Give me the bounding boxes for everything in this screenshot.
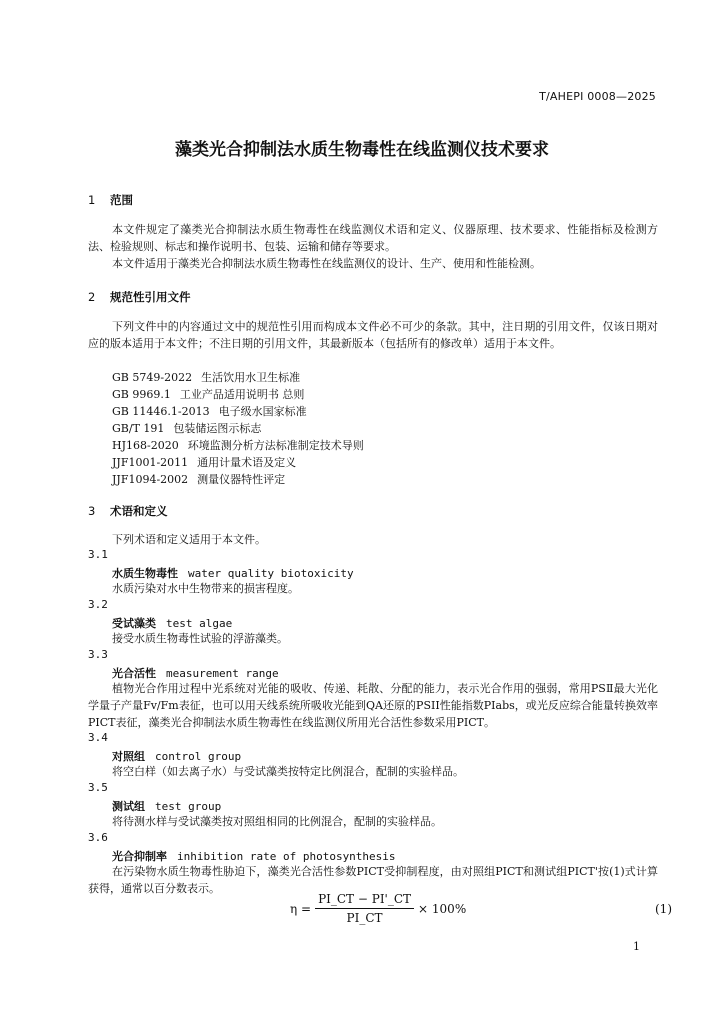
term-heading <box>112 798 221 814</box>
formula-rhs: × 100% <box>418 901 467 916</box>
term-number: 3.3 <box>88 648 108 661</box>
term-zh: 光合抑制率 <box>112 850 167 863</box>
section-title: 范围 <box>110 193 134 207</box>
term-definition: 水质污染对水中生物带来的损害程度。 <box>112 582 299 595</box>
term-zh: 测试组 <box>112 800 145 813</box>
page-number: 1 <box>633 940 640 953</box>
formula-fraction <box>315 892 414 925</box>
section-2-heading <box>88 289 191 305</box>
term-number: 3.2 <box>88 598 108 611</box>
section-1-paragraph-1: 本文件规定了藻类光合抑制法水质生物毒性在线监测仪术语和定义、仪器原理、技术要求、性能指标及检测方法、检验规则、标志和操作说明书、包装、运输和储存等要求。 <box>88 223 658 253</box>
section-number: 3 <box>88 504 96 518</box>
formula-denominator: PI_CT <box>346 911 383 925</box>
reference-item <box>112 471 285 488</box>
term-definition: 在污染物水质生物毒性胁迫下，藻类光合活性参数PICT受抑制程度，由对照组PICT和测试组PICT'按(1)式计算获得，通常以百分数表示。 <box>88 865 658 895</box>
reference-name: 生活饮用水卫生标准 <box>201 371 301 384</box>
reference-name: 测量仪器特性评定 <box>197 473 286 486</box>
reference-name: 工业产品适用说明书 总则 <box>179 388 305 401</box>
term-zh: 光合活性 <box>112 667 156 680</box>
equation-number: (1) <box>655 902 672 916</box>
term-en: measurement range <box>166 667 279 680</box>
term-en: inhibition rate of photosynthesis <box>177 850 396 863</box>
section-title: 术语和定义 <box>110 504 168 518</box>
term-zh: 受试藻类 <box>112 617 156 630</box>
section-number: 2 <box>88 290 96 304</box>
term-en: control group <box>155 750 242 763</box>
term-definition: 接受水质生物毒性试验的浮游藻类。 <box>112 632 288 645</box>
term-heading <box>112 665 279 681</box>
term-number: 3.1 <box>88 548 108 561</box>
reference-code: GB 5749-2022 <box>112 371 193 384</box>
term-number: 3.6 <box>88 831 108 844</box>
section-3-intro: 下列术语和定义适用于本文件。 <box>112 533 266 546</box>
reference-item <box>112 437 364 454</box>
reference-code: GB 9969.1 <box>112 388 171 401</box>
term-definition: 将待测水样与受试藻类按对照组相同的比例混合，配制的实验样品。 <box>112 815 442 828</box>
section-1-heading <box>88 192 133 208</box>
term-number: 3.5 <box>88 781 108 794</box>
reference-item <box>112 369 300 386</box>
reference-code: JJF1094-2002 <box>112 473 189 486</box>
reference-item <box>112 454 296 471</box>
reference-name: 包装储运图示标志 <box>173 422 262 435</box>
reference-name: 电子级水国家标准 <box>218 405 307 418</box>
term-heading <box>112 615 232 631</box>
reference-item <box>112 403 307 420</box>
term-en: test group <box>155 800 222 813</box>
term-heading <box>112 565 354 581</box>
term-en: test algae <box>166 617 233 630</box>
reference-item <box>112 386 304 403</box>
term-heading <box>112 848 396 864</box>
section-title: 规范性引用文件 <box>110 290 191 304</box>
document-code: T/AHEPI 0008—2025 <box>539 90 656 103</box>
section-3-heading <box>88 503 168 519</box>
section-1-paragraph-2: 本文件适用于藻类光合抑制法水质生物毒性在线监测仪的设计、生产、使用和性能检测。 <box>112 257 541 270</box>
reference-item <box>112 420 261 437</box>
reference-code: HJ168-2020 <box>112 439 179 452</box>
term-zh: 水质生物毒性 <box>112 567 178 580</box>
term-number: 3.4 <box>88 731 108 744</box>
section-2-intro: 下列文件中的内容通过文中的规范性引用而构成本文件必不可少的条款。其中，注日期的引用文件，仅该日期对应的版本适用于本文件；不注日期的引用文件，其最新版本（包括所有的修改单）适用于本文件。 <box>88 320 658 350</box>
reference-name: 环境监测分析方法标准制定技术导则 <box>187 439 364 452</box>
reference-code: GB/T 191 <box>112 422 165 435</box>
term-definition: 将空白样（如去离子水）与受试藻类按特定比例混合，配制的实验样品。 <box>112 765 464 778</box>
reference-code: GB 11446.1-2013 <box>112 405 210 418</box>
section-number: 1 <box>88 193 96 207</box>
document-title: 藻类光合抑制法水质生物毒性在线监测仪技术要求 <box>175 140 549 160</box>
reference-name: 通用计量术语及定义 <box>197 456 297 469</box>
formula-inhibition-rate <box>290 892 466 925</box>
term-en: water quality biotoxicity <box>188 567 354 580</box>
term-heading <box>112 748 241 764</box>
term-definition: 植物光合作用过程中光系统对光能的吸收、传递、耗散、分配的能力，表示光合作用的强弱，常用PSⅡ最大光化学量子产量Fv/Fm表征，也可以用天线系统所吸收光能到QA还原的PSII性能指数PIabs，或光反应综合能量转换效率PICT表征，藻类光合抑制法水质生物毒性在线监测仪所用光合活性参数采用PICT。 <box>88 682 658 729</box>
reference-code: JJF1001-2011 <box>112 456 189 469</box>
formula-lhs: η = <box>290 901 312 916</box>
formula-numerator: PI_CT − PI'_CT <box>315 892 414 909</box>
term-zh: 对照组 <box>112 750 145 763</box>
